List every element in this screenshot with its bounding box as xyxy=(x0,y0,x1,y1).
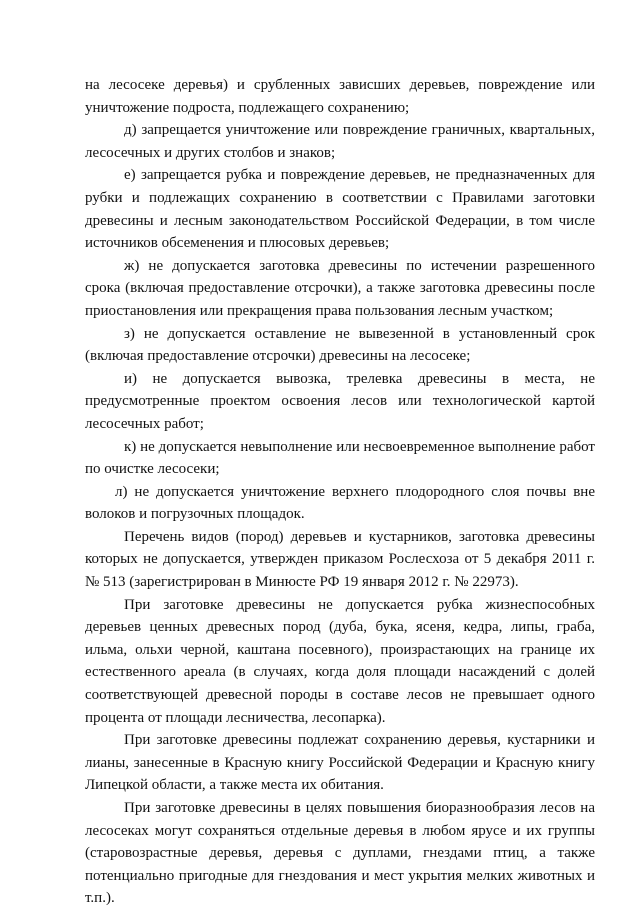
paragraph-biodiversity: При заготовке древесины в целях повышения биоразнообразия лесов на лесосеках могут сохраняться отдельные деревья в любом ярусе и их группы (старовозрастные деревья, деревья с дуплами, гнездами птиц, а также потенциально пригодные для гнездования и мест укрытия мелких животных и т.п.). xyxy=(85,800,595,907)
paragraph-item-zh: ж) не допускается заготовка древесины по истечении разрешенного срока (включая предоставление отсрочки), а также заготовка древесины после приостановления или прекращения права пользования лесным участком; xyxy=(85,257,595,319)
paragraph-item-z: з) не допускается оставление не вывезенной в установленный срок (включая предоставление отсрочки) древесины на лесосеке; xyxy=(85,325,595,365)
paragraph-item-d: д) запрещается уничтожение или повреждение граничных, квартальных, лесосечных и других столбов и знаков; xyxy=(85,122,595,161)
paragraph-item-k: к) не допускается невыполнение или несвоевременное выполнение работ по очистке лесосеки; xyxy=(85,438,595,478)
paragraph-continuation: на лесосеке деревья) и срубленных зависших деревьев, повреждение или уничтожение подроста, подлежащего сохранению; xyxy=(85,77,595,116)
paragraph-item-l: л) не допускается уничтожение верхнего плодородного слоя почвы вне волоков и погрузочных площадок. xyxy=(85,483,595,523)
document-body xyxy=(85,74,595,910)
paragraph-item-e: е) запрещается рубка и повреждение деревьев, не предназначенных для рубки и подлежащих сохранению в соответствии с Правилами заготовки древесины и лесным законодательством Российской Федерации, в том числе источников обсеменения и плюсовых деревьев; xyxy=(85,167,595,252)
paragraph-red-book: При заготовке древесины подлежат сохранению деревья, кустарники и лианы, занесенные в Красную книгу Российской Федерации и Красную книгу Липецкой области, а также места их обитания. xyxy=(85,732,595,794)
paragraph-species-list: Перечень видов (пород) деревьев и кустарников, заготовка древесины которых не допускается, утвержден приказом Рослесхоза от 5 декабря 2011 г. № 513 (зарегистрирован в Минюсте РФ 19 января 2012 г. № 22973). xyxy=(85,528,595,591)
paragraph-valuable-species: При заготовке древесины не допускается рубка жизнеспособных деревьев ценных древесных пород (дуба, бука, ясеня, кедра, липы, граба, ильма, ольхи черной, каштана посевного), произрастающих на границе их естественного ареала (в случаях, когда доля площади насаждений с долей соответствующей древесной породы в составе лесов не превышает одного процента от площади лесничества, лесопарка). xyxy=(85,596,595,726)
paragraph-item-i: и) не допускается вывозка, трелевка древесины в места, не предусмотренные проектом освоения лесов или технологической картой лесосечных работ; xyxy=(85,370,595,432)
